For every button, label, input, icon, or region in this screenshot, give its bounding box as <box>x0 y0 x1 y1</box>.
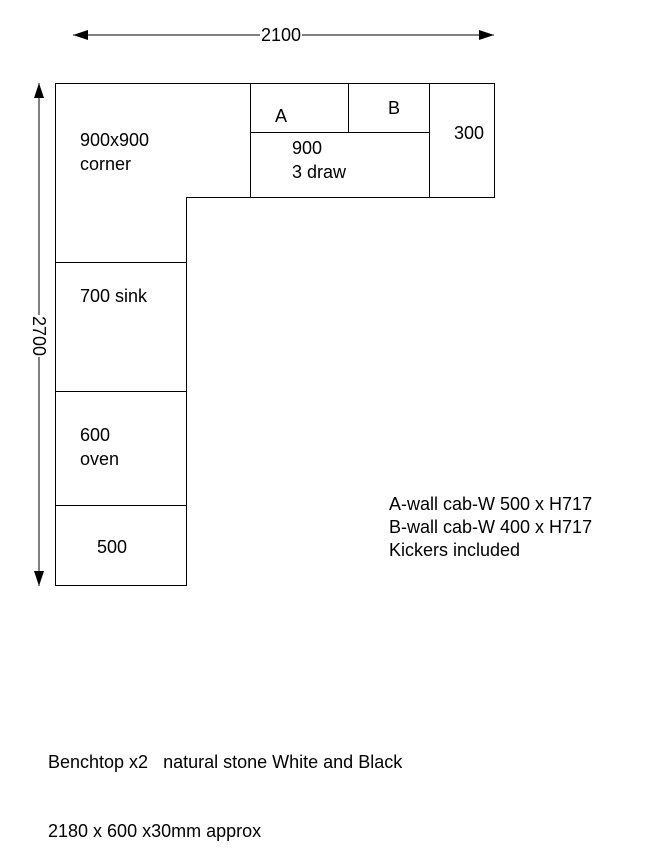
drawer-unit-label: 900 3 draw <box>292 138 347 182</box>
width-label: 2100 <box>261 25 302 45</box>
note-line: B-wall cab-W 400 x H717 <box>389 517 593 537</box>
benchtop-line: 2180 x 600 x30mm approx <box>48 821 262 841</box>
wall-cab-a-label: A <box>275 106 288 126</box>
corner-unit-label: 900x900 corner <box>80 130 150 174</box>
note-line: Kickers included <box>389 540 521 560</box>
sink-unit-label: 700 sink <box>80 286 148 306</box>
note-line: A-wall cab-W 500 x H717 <box>389 494 593 514</box>
benchtop-line: Benchtop x2 natural stone White and Black <box>48 752 403 772</box>
wall-cab-b-label: B <box>388 98 401 118</box>
height-label: 2700 <box>29 315 50 357</box>
wall-cab-notes <box>389 493 592 562</box>
last-unit-label: 500 <box>97 537 128 557</box>
end-unit-label: 300 <box>454 123 485 143</box>
oven-unit-label: 600 oven <box>80 425 120 469</box>
benchtop-notes <box>48 705 402 866</box>
